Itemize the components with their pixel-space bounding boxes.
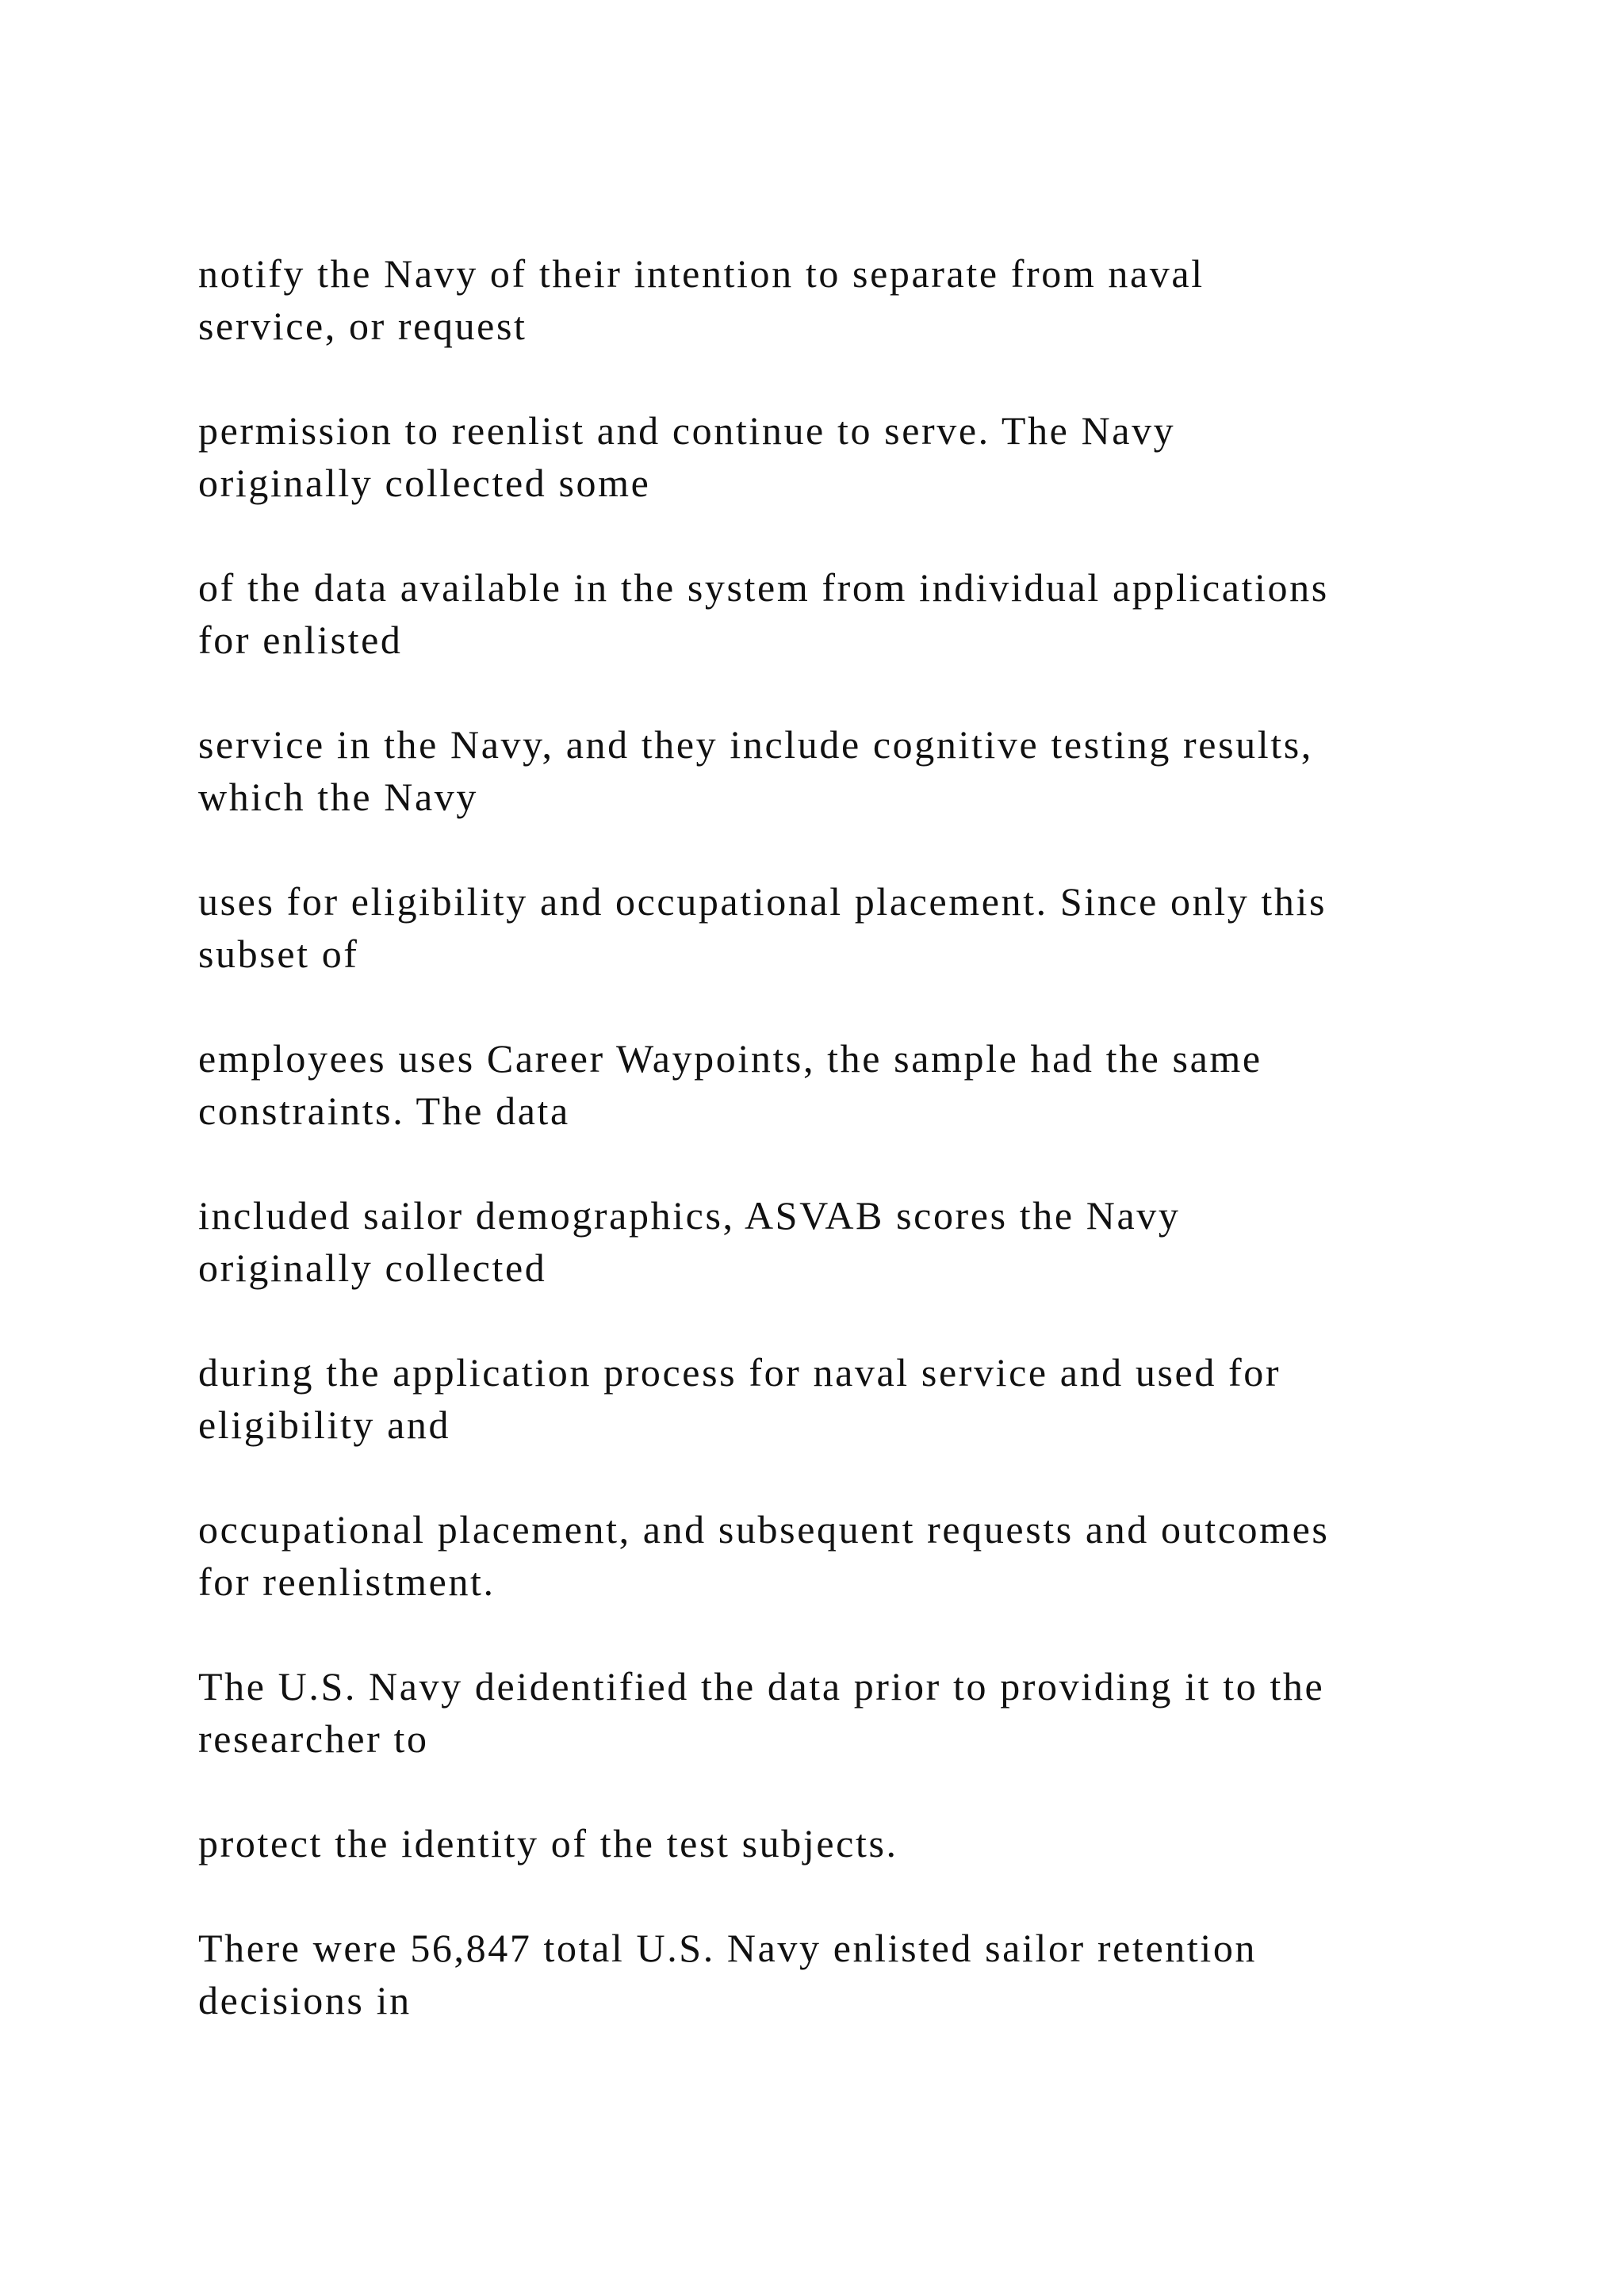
body-text <box>198 247 1451 2079</box>
text-line: included sailor demographics, ASVAB scores the Navy <box>198 1193 1181 1238</box>
paragraph <box>198 1922 1451 2026</box>
paragraph <box>198 875 1451 980</box>
text-line: employees uses Career Waypoints, the sample had the same <box>198 1036 1262 1081</box>
text-line: researcher to <box>198 1716 429 1761</box>
text-line: originally collected <box>198 1246 547 1290</box>
text-line: for reenlistment. <box>198 1559 496 1604</box>
text-line: subset of <box>198 932 359 976</box>
paragraph <box>198 1346 1451 1451</box>
text-line: constraints. The data <box>198 1089 570 1133</box>
paragraph <box>198 1817 1451 1869</box>
text-line: originally collected some <box>198 461 651 505</box>
text-line: protect the identity of the test subjects. <box>198 1821 898 1866</box>
text-line: which the Navy <box>198 775 478 819</box>
text-line: for enlisted <box>198 618 403 662</box>
text-line: eligibility and <box>198 1402 451 1447</box>
paragraph <box>198 404 1451 509</box>
paragraph <box>198 561 1451 666</box>
text-line: of the data available in the system from individual applications <box>198 565 1329 610</box>
text-line: service, or request <box>198 304 527 348</box>
text-line: permission to reenlist and continue to serve. The Navy <box>198 408 1176 453</box>
paragraph <box>198 1189 1451 1294</box>
text-line: The U.S. Navy deidentified the data prior to providing it to the <box>198 1664 1325 1709</box>
text-line: There were 56,847 total U.S. Navy enlisted sailor retention <box>198 1926 1258 1970</box>
paragraph <box>198 247 1451 352</box>
text-line: notify the Navy of their intention to separate from naval <box>198 251 1205 296</box>
text-line: decisions in <box>198 1978 412 2022</box>
paragraph <box>198 1032 1451 1137</box>
paragraph <box>198 1503 1451 1608</box>
paragraph <box>198 718 1451 823</box>
paragraph <box>198 1660 1451 1765</box>
text-line: service in the Navy, and they include cognitive testing results, <box>198 722 1313 767</box>
text-line: during the application process for naval service and used for <box>198 1350 1281 1395</box>
text-line: occupational placement, and subsequent requests and outcomes <box>198 1507 1330 1552</box>
text-line: uses for eligibility and occupational placement. Since only this <box>198 879 1327 924</box>
